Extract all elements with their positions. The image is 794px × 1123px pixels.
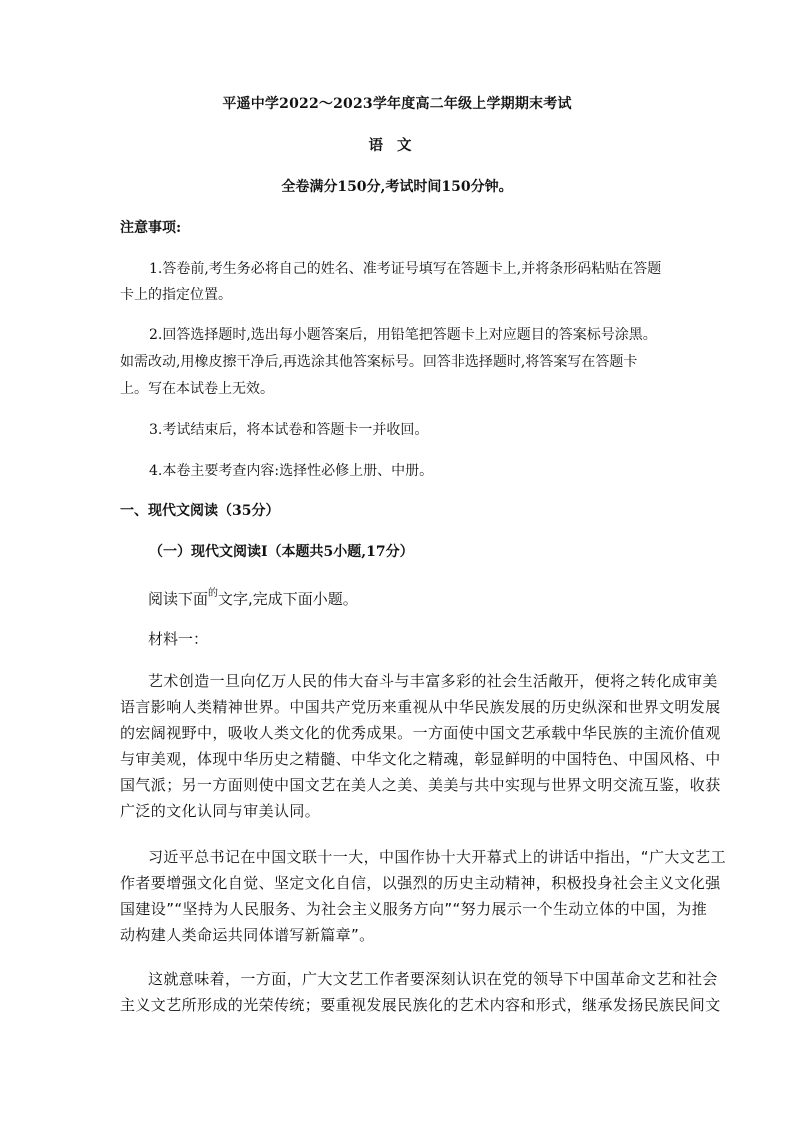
section-subheading: （一）现代文阅读Ⅰ（本题共5小题,17分） <box>149 544 414 560</box>
exam-title: 平遥中学2022～2023学年度高二年级上学期期末考试 <box>222 96 572 112</box>
instruction-text-sup: 的 <box>208 588 219 599</box>
notes-line-7: 4.本卷主要考查内容:选择性必修上册、中册。 <box>149 463 434 479</box>
notes-line-4: 如需改动,用橡皮擦干净后,再选涂其他答案标号。回答非选择题时,将答案写在答题卡 <box>120 354 638 370</box>
passage-line-3: 的宏阔视野中，吸收人类文化的优秀成果。一方面使中国文艺承载中华民族的主流价值观 <box>120 724 721 742</box>
notes-heading: 注意事项: <box>120 220 182 236</box>
passage-line-9: 国建设”“坚持为人民服务、为社会主义服务方向”“努力展示一个生动立体的中国，为推 <box>120 900 708 918</box>
score-time-info: 全卷满分150分,考试时间150分钟。 <box>281 179 513 195</box>
passage-line-7: 习近平总书记在中国文联十一大，中国作协十大开幕式上的讲话中指出，“广大文艺工 <box>148 848 726 866</box>
notes-line-5: 上。写在本试卷上无效。 <box>120 381 274 397</box>
instruction-text-part2: 文字,完成下面小题。 <box>218 590 358 608</box>
section-heading: 一、现代文阅读（35分） <box>120 503 280 519</box>
passage-line-2: 语言影响人类精神世界。中国共产党历来重视从中华民族发展的历史纵深和世界文明发展 <box>120 698 721 716</box>
notes-line-6: 3.考试结束后，将本试卷和答题卡一并收回。 <box>149 422 429 438</box>
passage-line-10: 动构建人类命运共同体谱写新篇章”。 <box>120 926 375 944</box>
passage-line-5: 国气派；另一方面则使中国文艺在美人之美、美美与共中实现与世界文明交流互鉴，收获 <box>120 776 721 794</box>
instruction-text <box>148 589 358 612</box>
passage-line-8: 作者要增强文化自觉、坚定文化自信，以强烈的历史主动精神，积极投身社会主义文化强 <box>120 874 721 892</box>
instruction-text-part1: 阅读下面 <box>148 590 209 608</box>
passage-line-6: 广泛的文化认同与审美认同。 <box>120 802 321 820</box>
notes-line-3: 2.回答选择题时,选出每小题答案后，用铅笔把答题卡上对应题目的答案标号涂黑。 <box>149 327 657 343</box>
passage-line-11: 这就意味着，一方面，广大文艺工作者要深刻认识在党的领导下中国革命文艺和社会 <box>148 970 718 988</box>
passage-line-12: 主义文艺所形成的光荣传统；要重视发展民族化的艺术内容和形式，继承发扬民族民间文 <box>120 996 721 1014</box>
passage-line-1: 艺术创造一旦向亿万人民的伟大奋斗与丰富多彩的社会生活敞开，便将之转化成审美 <box>148 672 718 690</box>
notes-line-1: 1.答卷前,考生务必将自己的姓名、准考证号填写在答题卡上,并将条形码粘贴在答题 <box>149 261 662 277</box>
subject-title: 语文 <box>368 137 426 154</box>
passage-line-4: 与审美观，体现中华历史之精髓、中华文化之精魂，彰显鲜明的中国特色、中国风格、中 <box>120 750 721 768</box>
material-label: 材料一： <box>148 630 209 648</box>
notes-line-2: 卡上的指定位置。 <box>120 287 232 303</box>
